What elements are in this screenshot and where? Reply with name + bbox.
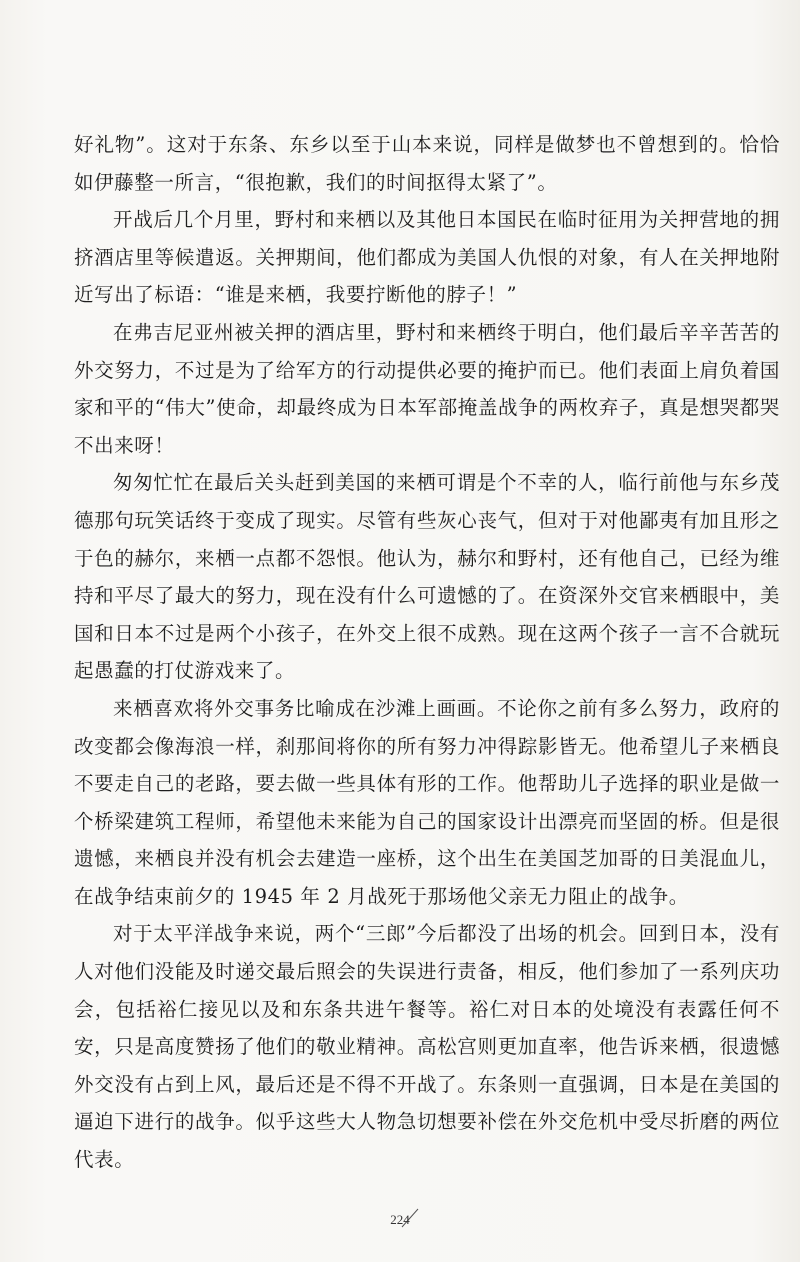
body-text: [74, 126, 780, 1179]
paragraph-6: 对于太平洋战争来说，两个“三郎”今后都没了出场的机会。回到日本，没有人对他们没能及时递交最后照会的失误进行责备，相反，他们参加了一系列庆功会，包括裕仁接见以及和东条共进午餐等。裕仁对日本的处境没有表露任何不安，只是高度赞扬了他们的敬业精神。高松宫则更加直率，他告诉来栖，很遗憾外交没有占到上风，最后还是不得不开战了。东条则一直强调，日本是在美国的逼迫下进行的战争。似乎这些大人物急切想要补偿在外交危机中受尽折磨的两位代表。: [74, 922, 780, 1172]
paragraph-3: 在弗吉尼亚州被关押的酒店里，野村和来栖终于明白，他们最后辛辛苦苦的外交努力，不过是为了给军方的行动提供必要的掩护而已。他们表面上肩负着国家和平的“伟大”使命，却最终成为日本军部掩盖战争的两枚弃子，真是想哭都哭不出来呀！: [74, 320, 780, 457]
paragraph-5: 来栖喜欢将外交事务比喻成在沙滩上画画。不论你之前有多么努力，政府的改变都会像海浪一样，刹那间将你的所有努力冲得踪影皆无。他希望儿子来栖良不要走自己的老路，要去做一些具体有形的工作。他帮助儿子选择的职业是做一个桥梁建筑工程师，希望他未来能为自己的国家设计出漂亮而坚固的桥。但是很遗憾，来栖良并没有机会去建造一座桥，这个出生在美国芝加哥的日美混血儿，在战争结束前夕的 1945 年 2 月战死于那场他父亲无力阻止的战争。: [74, 696, 780, 908]
paragraph-2: 开战后几个月里，野村和来栖以及其他日本国民在临时征用为关押营地的拥挤酒店里等候遣返。关押期间，他们都成为美国人仇恨的对象，有人在关押地附近写出了标语：“谁是来栖，我要拧断他的脖子！”: [74, 208, 780, 307]
page-number: 224: [390, 1212, 410, 1227]
paragraph-4: 匆匆忙忙在最后关头赶到美国的来栖可谓是个不幸的人，临行前他与东乡茂德那句玩笑话终于变成了现实。尽管有些灰心丧气，但对于对他鄙夷有加且形之于色的赫尔，来栖一点都不怨恨。他认为，赫尔和野村，还有他自己，已经为维持和平尽了最大的努力，现在没有什么可遗憾的了。在资深外交官来栖眼中，美国和日本不过是两个小孩子，在外交上很不成熟。现在这两个孩子一言不合就玩起愚蠢的打仗游戏来了。: [74, 471, 780, 683]
paragraph-1: 好礼物”。这对于东条、东乡以至于山本来说，同样是做梦也不曾想到的。恰恰如伊藤整一所言，“很抱歉，我们的时间抠得太紧了”。: [74, 133, 780, 194]
